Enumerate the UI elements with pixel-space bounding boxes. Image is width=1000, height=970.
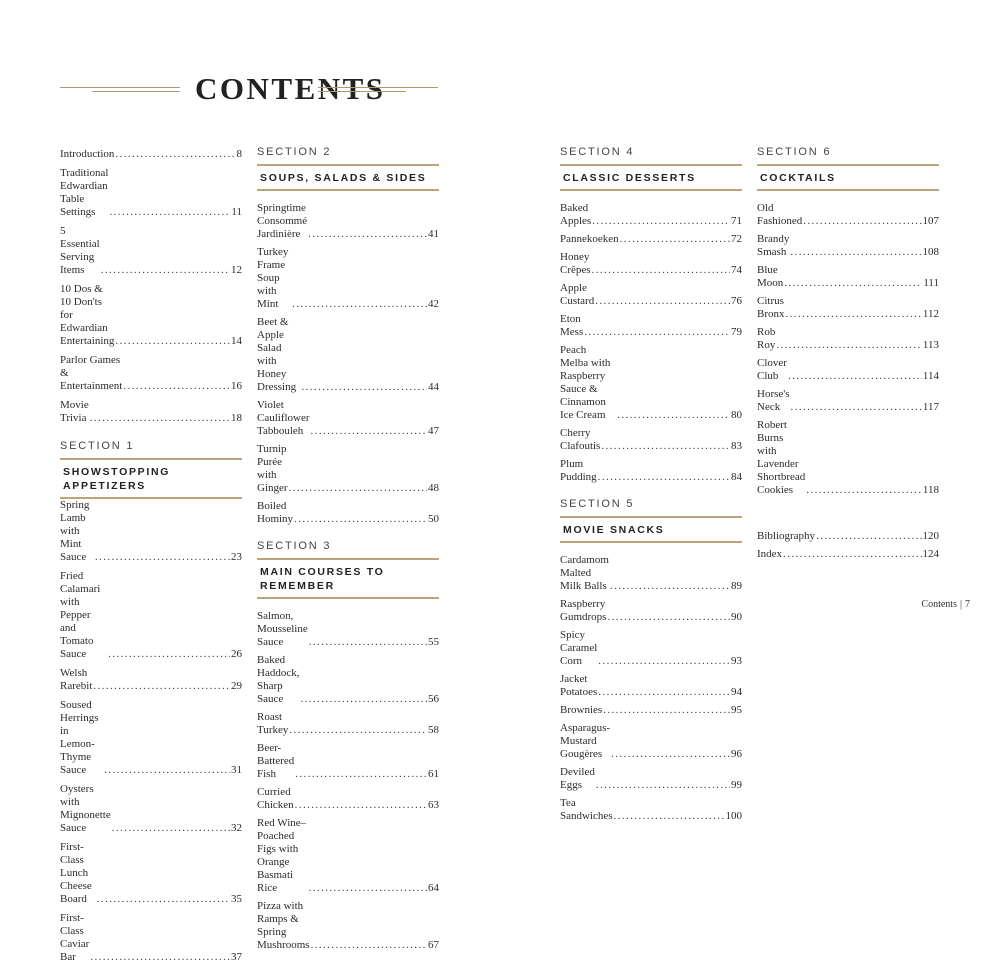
toc-entry	[560, 313, 742, 339]
toc-entry-page: 117	[922, 401, 939, 413]
toc-entry-title: Index	[757, 548, 783, 560]
toc-entry	[257, 246, 439, 311]
toc-entry-title: Citrus Bronx	[757, 295, 785, 320]
toc-leader-dots	[776, 339, 922, 352]
toc-column-3	[560, 145, 742, 828]
toc-entry-page: 79	[731, 326, 742, 338]
toc-leader-dots	[592, 264, 730, 277]
toc-column-4	[757, 145, 939, 566]
toc-entry-title: Baked Haddock, Sharp Sauce	[257, 654, 300, 705]
toc-entry-title: Horse's Neck	[757, 388, 790, 413]
toc-entry-title: Honey Crêpes	[560, 251, 591, 276]
toc-entry	[60, 783, 242, 835]
toc-entry-title: Robert Burns with Lavender Shortbread Cookies	[757, 419, 806, 496]
toc-entry-title: Pannekoeken	[560, 233, 619, 245]
toc-entry	[60, 499, 242, 564]
toc-entry	[757, 264, 939, 290]
toc-entry-page: 42	[428, 298, 439, 310]
toc-leader-dots	[112, 822, 230, 835]
toc-entry-page: 12	[231, 264, 242, 276]
section-title: SHOWSTOPPING APPETIZERS	[60, 458, 242, 499]
toc-leader-dots	[816, 530, 921, 543]
toc-entry-page: 76	[731, 295, 742, 307]
toc-entry	[60, 699, 242, 777]
toc-entry	[257, 900, 439, 952]
toc-leader-dots	[295, 768, 427, 781]
toc-leader-dots	[295, 799, 427, 812]
toc-leader-dots	[311, 939, 427, 952]
toc-entry	[757, 530, 939, 543]
contents-title-block	[60, 70, 438, 110]
toc-entry	[60, 570, 242, 661]
section-entries	[257, 202, 439, 526]
toc-entry-page: 80	[731, 409, 742, 421]
toc-entry-title: Parlor Games & Entertainment	[60, 354, 123, 392]
toc-entry-title: Peach Melba with Raspberry Sauce & Cinnamon Ice Cream	[560, 344, 611, 421]
toc-entry-title: 10 Dos & 10 Don'ts for Edwardian Entertaining	[60, 283, 115, 347]
toc-entry-title: Jacket Potatoes	[560, 673, 598, 698]
toc-entry-page: 63	[428, 799, 439, 811]
toc-entry-title: Pizza with Ramps & Spring Mushrooms	[257, 900, 310, 951]
toc-entry-page: 74	[731, 264, 742, 276]
footer-separator: |	[959, 599, 962, 610]
toc-entry-page: 61	[428, 768, 439, 780]
back-matter-entries	[757, 530, 939, 561]
section-2	[257, 145, 439, 526]
toc-entry-page: 56	[428, 693, 439, 705]
toc-entry-page: 95	[731, 704, 742, 716]
toc-entry	[60, 667, 242, 693]
section-label: SECTION 5	[560, 498, 635, 510]
section-label: SECTION 1	[60, 440, 135, 452]
section-entries	[560, 554, 742, 823]
toc-entry-page: 111	[923, 277, 939, 289]
section-title: COCKTAILS	[757, 164, 939, 191]
toc-entry-title: Eton Mess	[560, 313, 584, 338]
toc-leader-dots	[311, 425, 427, 438]
toc-leader-dots	[806, 484, 922, 497]
toc-leader-dots	[584, 326, 730, 339]
toc-entry-page: 14	[231, 335, 242, 347]
toc-entry	[257, 817, 439, 895]
toc-entry-title: Introduction	[60, 148, 115, 160]
toc-entry	[560, 766, 742, 792]
toc-leader-dots	[803, 215, 921, 228]
toc-entry-title: Raspberry Gumdrops	[560, 598, 607, 623]
toc-entry	[60, 841, 242, 906]
toc-entry-title: Welsh Rarebit	[60, 667, 93, 692]
toc-column-1	[60, 148, 242, 970]
toc-entry-page: 67	[428, 939, 439, 951]
toc-entry-title: Turkey Frame Soup with Mint	[257, 246, 289, 310]
toc-leader-dots	[610, 580, 730, 593]
toc-entry-title: Red Wine–Poached Figs with Orange Basmati Rice	[257, 817, 307, 894]
toc-entry-title: Turnip Purée with Ginger	[257, 443, 288, 494]
section-5	[560, 497, 742, 823]
toc-entry-page: 107	[922, 215, 939, 227]
toc-leader-dots	[786, 308, 922, 321]
toc-leader-dots	[95, 551, 230, 564]
toc-leader-dots	[592, 215, 730, 228]
toc-entry	[560, 458, 742, 484]
toc-entry-page: 35	[231, 893, 242, 905]
section-entries	[560, 202, 742, 484]
toc-leader-dots	[292, 298, 427, 311]
section-title: SOUPS, SALADS & SIDES	[257, 164, 439, 191]
toc-leader-dots	[611, 748, 730, 761]
toc-entry-page: 58	[428, 724, 439, 736]
toc-entry	[257, 654, 439, 706]
toc-entry-page: 37	[231, 951, 242, 963]
toc-leader-dots	[598, 686, 730, 699]
title-rule-right-bottom	[318, 91, 406, 92]
toc-entry	[560, 797, 742, 823]
toc-entry	[257, 443, 439, 495]
toc-entry	[257, 742, 439, 781]
toc-entry	[757, 295, 939, 321]
toc-entry-title: Beer-Battered Fish	[257, 742, 295, 780]
toc-entry	[560, 251, 742, 277]
toc-entry-page: 16	[231, 380, 242, 392]
page-footer	[900, 598, 970, 612]
toc-entry	[757, 202, 939, 228]
section-label: SECTION 3	[257, 540, 332, 552]
toc-leader-dots	[108, 648, 230, 661]
toc-entry-page: 64	[428, 882, 439, 894]
toc-entry-title: Movie Trivia	[60, 399, 89, 424]
toc-entry-page: 124	[922, 548, 939, 560]
toc-leader-dots	[617, 409, 730, 422]
toc-entry	[757, 548, 939, 561]
toc-entry-page: 48	[428, 482, 439, 494]
toc-leader-dots	[93, 680, 230, 693]
toc-entry-page: 23	[231, 551, 242, 563]
toc-leader-dots	[308, 228, 427, 241]
toc-leader-dots	[598, 655, 730, 668]
toc-entry	[757, 419, 939, 497]
toc-entry-page: 55	[428, 636, 439, 648]
toc-leader-dots	[614, 810, 725, 823]
section-entries	[60, 499, 242, 964]
section-4	[560, 145, 742, 484]
toc-entry-page: 31	[231, 764, 242, 776]
toc-entry-title: Bibliography	[757, 530, 816, 542]
toc-leader-dots	[595, 295, 730, 308]
toc-entry-title: Soused Herrings in Lemon-Thyme Sauce	[60, 699, 99, 776]
toc-entry	[60, 283, 242, 348]
toc-entry-title: Fried Calamari with Pepper and Tomato Sauce	[60, 570, 101, 660]
toc-leader-dots	[289, 724, 427, 737]
toc-entry-title: Apple Custard	[560, 282, 595, 307]
toc-leader-dots	[783, 548, 921, 561]
toc-leader-dots	[607, 611, 730, 624]
toc-entry	[60, 399, 242, 425]
toc-entry-page: 113	[922, 339, 939, 351]
section-label: SECTION 6	[757, 146, 832, 158]
toc-entry	[560, 344, 742, 422]
toc-entry-title: Brownies	[560, 704, 603, 716]
section-title: MOVIE SNACKS	[560, 516, 742, 543]
toc-entry	[257, 316, 439, 394]
toc-entry	[560, 554, 742, 593]
toc-entry-page: 18	[231, 412, 242, 424]
toc-entry-title: Violet Cauliflower Tabbouleh	[257, 399, 310, 437]
toc-leader-dots	[601, 440, 730, 453]
toc-leader-dots	[289, 482, 427, 495]
toc-entry-title: First-Class Caviar Bar	[60, 912, 90, 963]
toc-entry	[560, 233, 742, 246]
toc-entry-title: Asparagus-Mustard Gougères	[560, 722, 611, 760]
title-rule-left-bottom	[92, 91, 180, 92]
toc-leader-dots	[791, 401, 922, 414]
toc-entry-title: 5 Essential Serving Items	[60, 225, 100, 276]
toc-entry-title: Rob Roy	[757, 326, 776, 351]
toc-leader-dots	[309, 882, 427, 895]
section-label: SECTION 4	[560, 146, 635, 158]
toc-entry-page: 8	[236, 148, 242, 160]
toc-entry-title: Spicy Caramel Corn	[560, 629, 598, 667]
toc-leader-dots	[788, 370, 922, 383]
toc-leader-dots	[300, 693, 427, 706]
toc-entry-title: Old Fashioned	[757, 202, 803, 227]
toc-entry-page: 118	[922, 484, 939, 496]
toc-entry	[757, 326, 939, 352]
toc-entry-page: 108	[922, 246, 939, 258]
toc-leader-dots	[309, 636, 427, 649]
page-number: 7	[965, 599, 970, 610]
toc-entry	[757, 233, 939, 259]
toc-entry-title: Spring Lamb with Mint Sauce	[60, 499, 90, 563]
title-rule-right-top	[318, 87, 438, 88]
toc-entry	[60, 167, 242, 219]
section-1	[60, 439, 242, 964]
toc-entry-title: Cherry Clafoutis	[560, 427, 601, 452]
toc-entry-page: 89	[731, 580, 742, 592]
section-entries	[257, 610, 439, 952]
toc-entry-page: 71	[731, 215, 742, 227]
toc-entry-page: 112	[922, 308, 939, 320]
toc-entry-title: Clover Club	[757, 357, 787, 382]
toc-leader-dots	[115, 148, 235, 161]
toc-entry-page: 29	[231, 680, 242, 692]
toc-entry	[257, 711, 439, 737]
toc-entry-page: 32	[231, 822, 242, 834]
page-title: CONTENTS	[195, 71, 386, 106]
toc-leader-dots	[596, 779, 730, 792]
toc-entry	[60, 148, 242, 161]
toc-entry-title: Tea Sandwiches	[560, 797, 613, 822]
toc-entry-page: 93	[731, 655, 742, 667]
toc-entry-page: 114	[922, 370, 939, 382]
toc-entry-page: 99	[731, 779, 742, 791]
toc-entry-title: Beet & Apple Salad with Honey Dressing	[257, 316, 297, 393]
section-title: CLASSIC DESSERTS	[560, 164, 742, 191]
toc-entry-page: 44	[428, 381, 439, 393]
toc-entry	[757, 357, 939, 383]
toc-leader-dots	[598, 471, 730, 484]
toc-entry-title: Deviled Eggs	[560, 766, 595, 791]
toc-entry-title: Springtime Consommé Jardinière	[257, 202, 308, 240]
toc-entry	[60, 225, 242, 277]
toc-entry-page: 96	[731, 748, 742, 760]
toc-entry-title: Baked Apples	[560, 202, 592, 227]
toc-entry-title: Cardamom Malted Milk Balls	[560, 554, 609, 592]
toc-entry	[60, 354, 242, 393]
toc-entry	[257, 202, 439, 241]
toc-entry-title: Roast Turkey	[257, 711, 289, 736]
section-6	[757, 145, 939, 497]
toc-leader-dots	[97, 893, 230, 906]
toc-entry-page: 83	[731, 440, 742, 452]
toc-leader-dots	[620, 233, 730, 246]
toc-entry	[560, 722, 742, 761]
toc-entry-page: 120	[922, 530, 939, 542]
toc-entry	[257, 399, 439, 438]
toc-entry-page: 90	[731, 611, 742, 623]
toc-entry-title: First-Class Lunch Cheese Board	[60, 841, 92, 905]
toc-entry-title: Plum Pudding	[560, 458, 597, 483]
toc-entry-title: Salmon, Mousseline Sauce	[257, 610, 308, 648]
toc-entry-title: Oysters with Mignonette Sauce	[60, 783, 111, 834]
section-title: MAIN COURSES TO REMEMBER	[257, 558, 439, 599]
toc-leader-dots	[301, 381, 427, 394]
toc-entry	[560, 282, 742, 308]
toc-leader-dots	[90, 412, 230, 425]
toc-entry	[560, 704, 742, 717]
toc-entry-page: 11	[231, 206, 242, 218]
intro-entries	[60, 148, 242, 425]
toc-entry	[60, 912, 242, 964]
toc-leader-dots	[90, 951, 230, 964]
title-rule-left-top	[60, 87, 180, 88]
toc-entry-title: Curried Chicken	[257, 786, 294, 811]
toc-leader-dots	[110, 206, 231, 219]
toc-entry-page: 41	[428, 228, 439, 240]
toc-leader-dots	[104, 764, 230, 777]
toc-entry	[257, 786, 439, 812]
section-entries	[757, 202, 939, 497]
toc-entry-title: Boiled Hominy	[257, 500, 294, 525]
toc-entry	[560, 673, 742, 699]
section-3	[257, 539, 439, 952]
toc-entry	[257, 500, 439, 526]
toc-entry	[560, 598, 742, 624]
toc-entry-page: 47	[428, 425, 439, 437]
footer-label: Contents	[921, 599, 957, 610]
toc-leader-dots	[101, 264, 230, 277]
toc-leader-dots	[603, 704, 730, 717]
toc-entry-page: 26	[231, 648, 242, 660]
toc-entry-page: 84	[731, 471, 742, 483]
section-label: SECTION 2	[257, 146, 332, 158]
toc-entry-page: 100	[725, 810, 742, 822]
toc-entry-title: Brandy Smash	[757, 233, 790, 258]
toc-entry	[757, 388, 939, 414]
toc-entry-page: 94	[731, 686, 742, 698]
toc-entry-title: Blue Moon	[757, 264, 784, 289]
toc-leader-dots	[115, 335, 230, 348]
toc-entry	[560, 427, 742, 453]
toc-leader-dots	[294, 513, 427, 526]
toc-entry-page: 72	[731, 233, 742, 245]
toc-entry-page: 50	[428, 513, 439, 525]
toc-leader-dots	[784, 277, 922, 290]
toc-leader-dots	[123, 380, 230, 393]
toc-entry-title: Traditional Edwardian Table Settings	[60, 167, 109, 218]
toc-column-2	[257, 145, 439, 957]
toc-leader-dots	[790, 246, 921, 259]
toc-entry	[560, 629, 742, 668]
toc-entry	[560, 202, 742, 228]
